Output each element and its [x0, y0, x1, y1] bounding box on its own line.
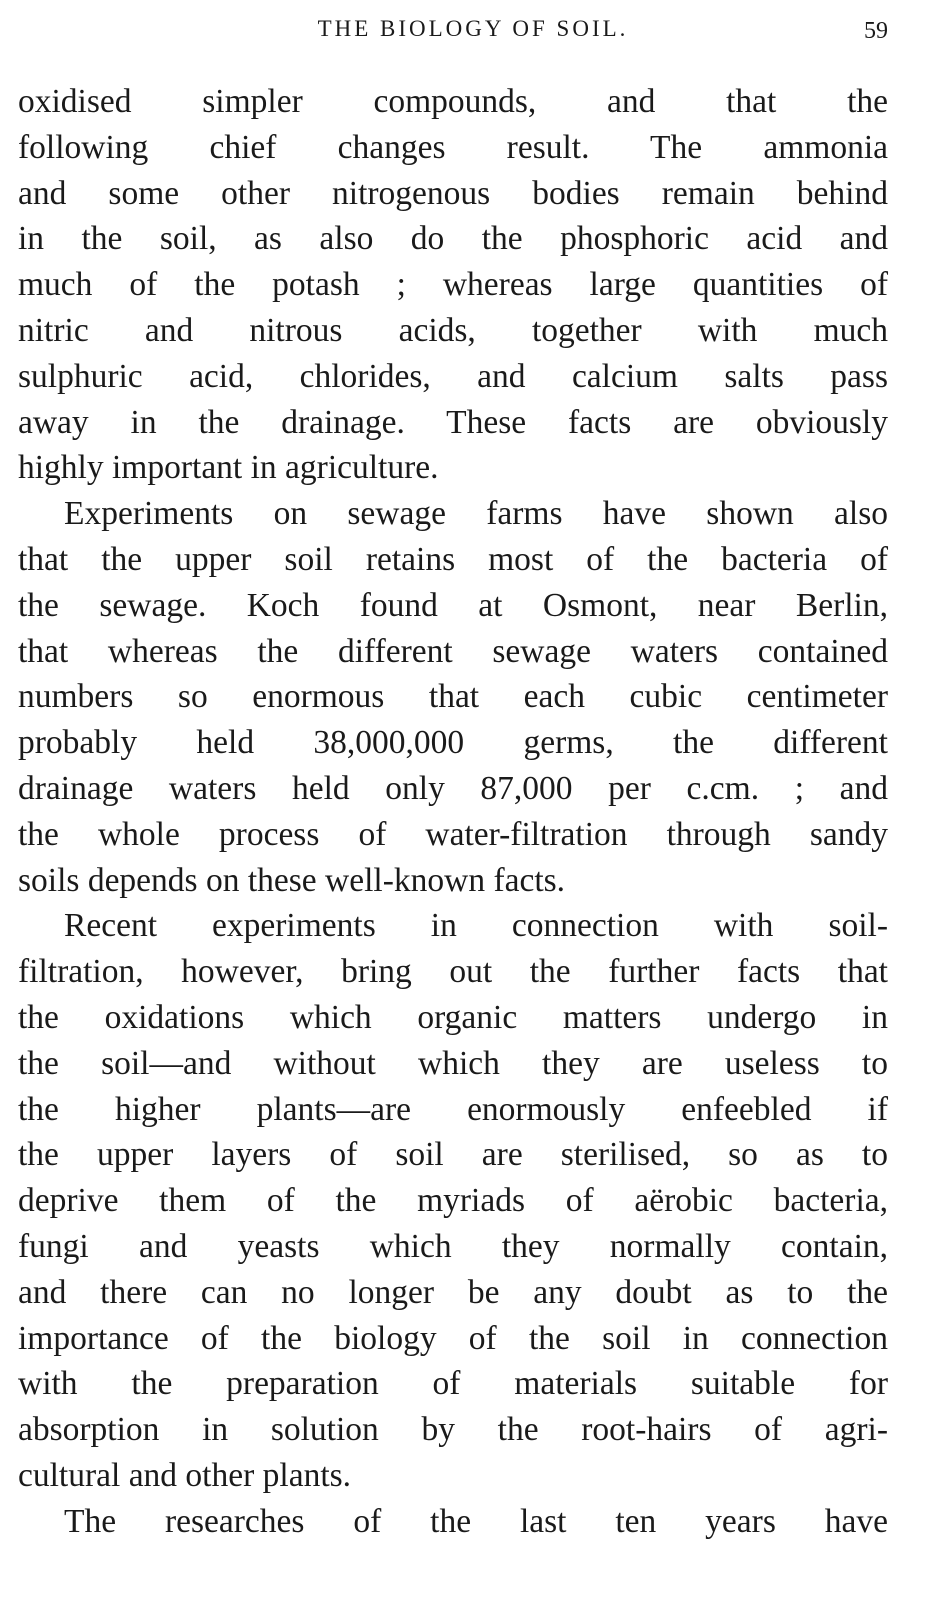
text-line: absorption in solution by the root-hairs of agri- [18, 1411, 888, 1449]
text-line: the whole process of water-filtration through sandy [18, 815, 888, 853]
text-line: that whereas the different sewage waters contained [18, 632, 888, 670]
text-line: away in the drainage. These facts are obviously [18, 403, 888, 441]
text-line: in the soil, as also do the phosphoric acid and [18, 220, 888, 258]
text-line: soils depends on these well-known facts. [18, 861, 566, 899]
text-line: the oxidations which organic matters undergo in [18, 998, 888, 1036]
text-line: deprive them of the myriads of aërobic bacteria, [18, 1182, 888, 1220]
book-page [18, 0, 888, 1602]
text-line: highly important in agriculture. [18, 449, 439, 487]
text-line: that the upper soil retains most of the bacteria of [18, 540, 888, 578]
text-line: and there can no longer be any doubt as to the [18, 1273, 888, 1311]
text-line: cultural and other plants. [18, 1456, 352, 1494]
text-line: Recent experiments in connection with soil- [64, 907, 888, 945]
text-line: the higher plants—are enormously enfeebled if [18, 1090, 888, 1128]
text-line: nitric and nitrous acids, together with much [18, 311, 888, 349]
text-line: the upper layers of soil are sterilised, so as to [18, 1136, 888, 1174]
text-line: fungi and yeasts which they normally contain, [18, 1227, 888, 1265]
text-line: and some other nitrogenous bodies remain behind [18, 174, 888, 212]
text-line: importance of the biology of the soil in connection [18, 1319, 888, 1357]
text-line: sulphuric acid, chlorides, and calcium salts pass [18, 357, 888, 395]
text-line: following chief changes result. The ammonia [18, 128, 888, 166]
text-line: Experiments on sewage farms have shown also [64, 495, 888, 533]
running-head [18, 0, 888, 58]
text-line: much of the potash ; whereas large quantities of [18, 266, 888, 304]
text-line: with the preparation of materials suitable for [18, 1365, 888, 1403]
text-line: drainage waters held only 87,000 per c.cm. ; and [18, 769, 888, 807]
text-line: The researches of the last ten years have [64, 1502, 888, 1540]
text-line: numbers so enormous that each cubic centimeter [18, 678, 888, 716]
body-text [18, 79, 888, 1545]
text-line: filtration, however, bring out the further facts that [18, 953, 888, 991]
text-line: oxidised simpler compounds, and that the [18, 83, 888, 120]
running-title: THE BIOLOGY OF SOIL. [317, 16, 629, 41]
page-number: 59 [864, 18, 888, 44]
text-line: the soil—and without which they are useless to [18, 1044, 888, 1082]
text-line: probably held 38,000,000 germs, the different [18, 724, 888, 762]
text-line: the sewage. Koch found at Osmont, near Berlin, [18, 586, 888, 624]
